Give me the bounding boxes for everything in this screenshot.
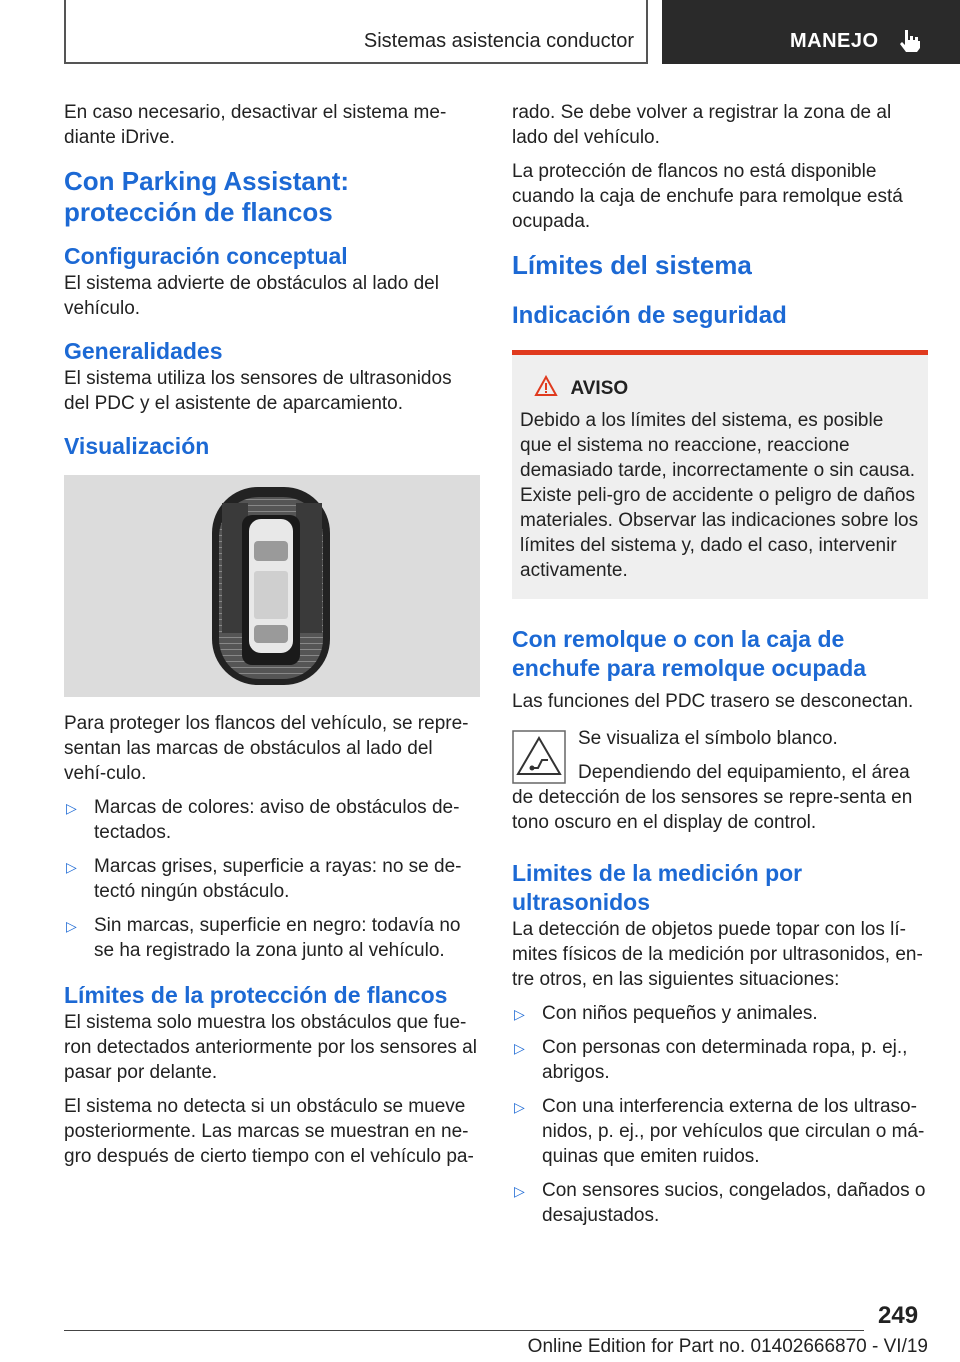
concept-paragraph: El sistema advierte de obstáculos al lado del vehículo. bbox=[64, 273, 439, 319]
heading-concept: Configuración conceptual bbox=[64, 243, 348, 269]
symbol-paragraph-2: Dependiendo del equipamiento, el área de detección de los sensores se repre-senta en tono oscuro en el display de control. bbox=[512, 762, 913, 833]
triangle-bullet-icon: ▷ bbox=[66, 800, 77, 816]
heading-safety: Indicación de seguridad bbox=[512, 302, 787, 329]
header-chapter-title: MANEJO bbox=[790, 30, 879, 52]
limits-paragraph-2: El sistema no detecta si un obstáculo se mueve posteriormente. Las marcas se muestran en ne-gro después de cierto tiempo con el vehículo pa- bbox=[64, 1096, 474, 1167]
section-title-parking: Con Parking Assistant: protección de flancos bbox=[64, 166, 350, 227]
right-bullet-list bbox=[512, 1001, 928, 1228]
list-item: ▷ Con sensores sucios, congelados, dañados o desajustados. bbox=[514, 1180, 926, 1226]
triangle-bullet-icon: ▷ bbox=[514, 1099, 525, 1115]
triangle-bullet-icon: ▷ bbox=[514, 1183, 525, 1199]
triangle-bullet-icon: ▷ bbox=[66, 859, 77, 875]
list-item: ▷ Marcas de colores: aviso de obstáculos de-tectados. bbox=[66, 797, 460, 843]
side-protection-figure bbox=[64, 475, 480, 697]
left-bullet-list bbox=[64, 795, 480, 963]
symbol-paragraph-1: Se visualiza el símbolo blanco. bbox=[578, 728, 838, 749]
general-paragraph: El sistema utiliza los sensores de ultrasonidos del PDC y el asistente de aparcamiento. bbox=[64, 368, 452, 414]
trailer-paragraph: Las funciones del PDC trasero se desconectan. bbox=[512, 691, 914, 712]
list-item: ▷ Con una interferencia externa de los ultraso-nidos, p. ej., por vehículos que circulan o má-quinas que emiten ruidos. bbox=[514, 1096, 925, 1167]
footer-divider bbox=[64, 1330, 864, 1331]
list-item: ▷ Marcas grises, superficie a rayas: no se de-tectó ningún obstáculo. bbox=[66, 856, 462, 902]
visualization-paragraph: Para proteger los flancos del vehículo, se repre-sentan las marcas de obstáculos al lado del vehí-culo. bbox=[64, 713, 469, 784]
trailer-warning-symbol-icon bbox=[512, 730, 566, 784]
heading-general: Generalidades bbox=[64, 338, 223, 364]
header-section-tab bbox=[64, 0, 648, 64]
list-item: ▷ Con niños pequeños y animales. bbox=[512, 1001, 928, 1026]
trailer-socket-paragraph: La protección de flancos no está disponible cuando la caja de enchufe para remolque está ocupada. bbox=[512, 161, 903, 232]
triangle-bullet-icon: ▷ bbox=[514, 1006, 525, 1022]
triangle-bullet-icon: ▷ bbox=[514, 1040, 525, 1056]
heading-visualization: Visualización bbox=[64, 433, 210, 459]
list-item: ▷ Con personas con determinada ropa, p. ej., abrigos. bbox=[514, 1037, 908, 1083]
left-column bbox=[64, 100, 480, 1169]
triangle-bullet-icon: ▷ bbox=[66, 918, 77, 934]
page-number: 249 bbox=[878, 1302, 919, 1329]
hand-pointer-icon bbox=[896, 26, 924, 54]
footer-edition: Online Edition for Part no. 01402666870 - VI/19 bbox=[527, 1336, 928, 1357]
limits-paragraph-1: El sistema solo muestra los obstáculos que fue-ron detectados anteriormente por los sensores al pasar por delante. bbox=[64, 1012, 477, 1083]
heading-limits-protection: Límites de la protección de flancos bbox=[64, 982, 448, 1008]
continued-paragraph: rado. Se debe volver a registrar la zona de al lado del vehículo. bbox=[512, 102, 892, 148]
car-parking-diagram bbox=[64, 475, 480, 697]
heading-ultrasound-limits: Limites de la medición por ultrasonidos bbox=[512, 860, 803, 915]
warning-title: AVISO bbox=[570, 378, 629, 399]
intro-paragraph: En caso necesario, desactivar el sistema me-diante iDrive. bbox=[64, 102, 447, 148]
warning-text: Debido a los límites del sistema, es posible que el sistema no reaccione, reaccione demasiado tarde, incorrectamente o sin causa. Existe peli-gro de accidente o peligro de daños materiales. Observar las indicaciones sobre los límites del sistema y, dado el caso, intervenir activamente. bbox=[520, 410, 919, 581]
header-section-title: Sistemas asistencia conductor bbox=[363, 30, 634, 52]
right-column bbox=[512, 100, 928, 1237]
warning-box bbox=[512, 350, 928, 599]
warning-triangle-icon bbox=[534, 375, 558, 397]
heading-trailer: Con remolque o con la caja de enchufe para remolque ocupada bbox=[512, 626, 867, 681]
section-title-system-limits: Límites del sistema bbox=[512, 250, 752, 280]
ultrasound-paragraph: La detección de objetos puede topar con los lí-mites físicos de la medición por ultrasonidos, en-tre otros, en las siguientes situaciones: bbox=[512, 919, 923, 990]
list-item: ▷ Sin marcas, superficie en negro: todavía no se ha registrado la zona junto al vehículo. bbox=[66, 915, 461, 961]
